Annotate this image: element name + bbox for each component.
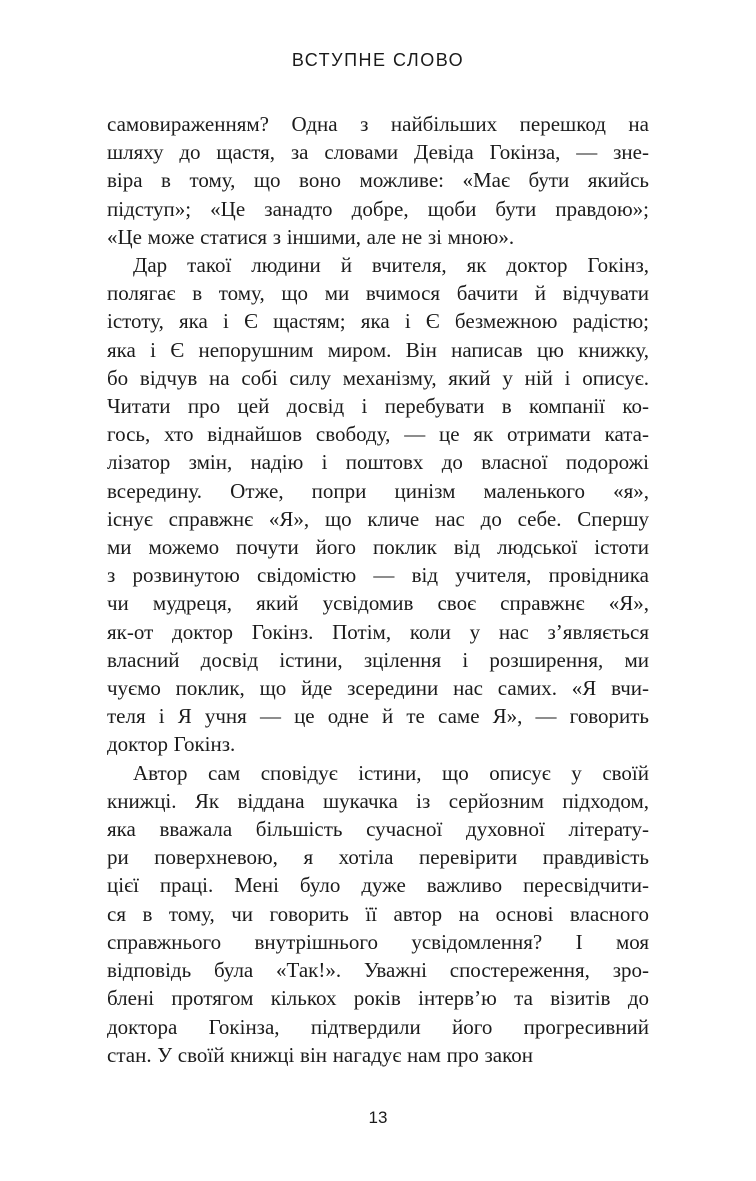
text-line: чуємо поклик, що йде зсередини нас самих. «Я вчи- [107, 676, 649, 701]
text-line: віра в тому, що воно можливе: «Має бути якийсь [107, 168, 649, 193]
text-line: лізатор змін, надію і поштовх до власної подорожі [107, 450, 649, 475]
paragraph [107, 759, 649, 1069]
text-line: яка вважала більшість сучасної духовної літерату- [107, 817, 649, 842]
text-line: Читати про цей досвід і перебувати в компанії ко- [107, 394, 649, 419]
text-line: книжці. Як віддана шукачка із серйозним підходом, [107, 788, 649, 813]
chapter-running-head: ВСТУПНЕ СЛОВО [291, 50, 465, 70]
text-line: шляху до щастя, за словами Девіда Гокінза, — зне- [107, 140, 649, 165]
text-line: стан. У своїй книжці він нагадує нам про закон [107, 1042, 533, 1067]
text-line: ся в тому, чи говорить її автор на основі власного [107, 901, 649, 926]
page-number: 13 [368, 1108, 388, 1127]
text-line: цієї праці. Мені було дуже важливо пересвідчити- [107, 873, 649, 898]
text-line: ми можемо почути його поклик від людської істоти [107, 535, 649, 560]
text-line: самовираженням? Одна з найбільших перешкод на [107, 112, 649, 136]
text-line: Автор сам сповідує істини, що описує у своїй [133, 760, 649, 785]
text-line: з розвинутою свідомістю — від учителя, провідника [107, 563, 649, 588]
text-line: власний досвід істини, зцілення і розширення, ми [107, 647, 649, 672]
text-line: «Це може статися з іншими, але не зі мною». [107, 224, 515, 249]
text-line: істоту, яка і Є щастям; яка і Є безмежною радістю; [107, 309, 649, 334]
paragraph [107, 110, 649, 251]
text-line: чи мудреця, який усвідомив своє справжнє «Я», [107, 591, 649, 616]
text-line: доктор Гокінз. [107, 732, 236, 757]
paragraph [107, 251, 649, 759]
text-line: доктора Гокінза, підтвердили його прогресивний [107, 1014, 649, 1039]
body-text-block [107, 110, 649, 1069]
text-line: ри поверхневою, я хотіла перевірити правдивість [107, 845, 649, 870]
text-line: справжнього внутрішнього усвідомлення? І моя [107, 929, 649, 954]
text-line: як-от доктор Гокінз. Потім, коли у нас з’являється [107, 619, 649, 644]
text-line: гось, хто віднайшов свободу, — це як отримати ката- [107, 422, 649, 447]
text-line: бо відчув на собі силу механізму, який у ній і описує. [107, 365, 649, 390]
text-line: полягає в тому, що ми вчимося бачити й відчувати [107, 281, 649, 306]
text-line: існує справжнє «Я», що кличе нас до себе. Спершу [107, 506, 649, 531]
text-line: блені протягом кількох років інтерв’ю та візитів до [107, 986, 649, 1011]
text-line: відповідь була «Так!». Уважні спостереження, зро- [107, 958, 649, 983]
text-line: теля і Я учня — це одне й те саме Я», — говорить [107, 704, 649, 729]
text-line: всередину. Отже, попри цинізм маленького «я», [107, 478, 649, 503]
text-line: Дар такої людини й вчителя, як доктор Гокінз, [133, 253, 649, 278]
text-line: підступ»; «Це занадто добре, щоби бути правдою»; [107, 196, 649, 221]
text-line: яка і Є непорушним миром. Він написав цю книжку, [107, 337, 649, 362]
